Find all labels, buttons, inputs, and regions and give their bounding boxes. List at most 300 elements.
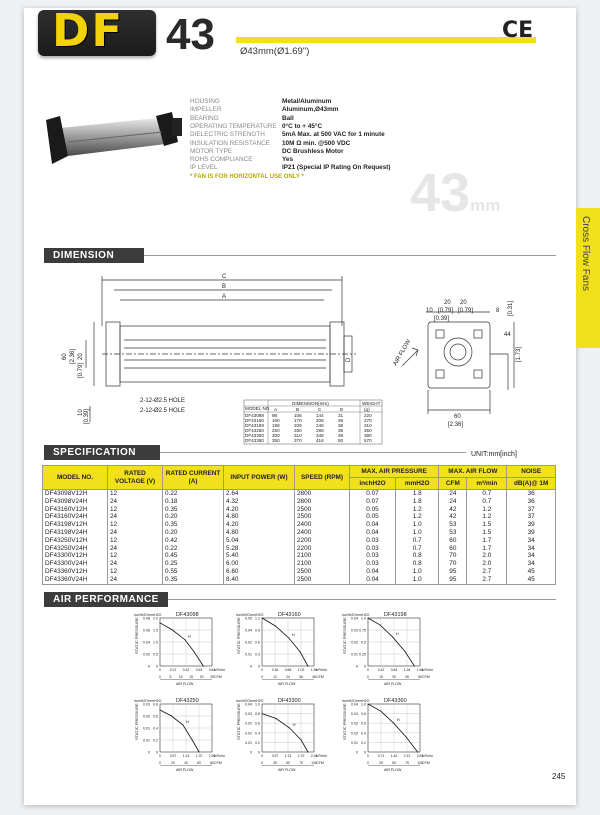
data-point — [301, 740, 302, 741]
dim-table-cell: 570 — [364, 438, 372, 443]
dim-table-col-c: C — [318, 407, 322, 412]
data-point — [368, 618, 369, 619]
dim-table-cell: 31 — [338, 413, 344, 418]
chart-title: DF43198 — [384, 612, 407, 618]
x2-tick-label: 15 — [189, 675, 194, 679]
y-tick-label: 0.9 — [255, 628, 260, 633]
x-unit-cfm: CFM — [214, 761, 222, 765]
dim-table-cell: 98 — [272, 413, 278, 418]
table-cell: 4.80 — [224, 513, 295, 521]
dim-label-r20ain: [0.79] — [438, 308, 454, 314]
y2-tick-label: 0 — [356, 750, 358, 755]
table-cell: 39 — [507, 529, 556, 537]
table-cell: 36 — [507, 490, 556, 498]
data-point — [406, 737, 407, 738]
spec-value: Metal/Aluminum — [282, 98, 332, 105]
data-point — [171, 716, 172, 717]
x2-tick-label: 0 — [261, 761, 263, 765]
hole-note-1: 2-12-Ø2.5 HOLE — [140, 398, 186, 404]
spec-label: BEARING — [190, 114, 219, 122]
x-tick-label: 0.21 — [169, 668, 177, 672]
table-cell: DF43360V24H — [43, 576, 108, 584]
data-point — [160, 622, 161, 623]
table-cell: 2200 — [295, 537, 350, 545]
page-number: 245 — [552, 772, 566, 781]
data-point — [160, 710, 161, 711]
data-point — [405, 651, 406, 652]
table-cell: 0.42 — [163, 537, 224, 545]
table-cell: 1.0 — [396, 521, 439, 529]
table-cell: 34 — [507, 545, 556, 553]
dim-label-r10in: [0.39] — [434, 316, 450, 322]
x-tick-label: 0.57 — [271, 754, 279, 758]
table-cell: 0.03 — [350, 560, 396, 568]
table-cell: 2.0 — [467, 552, 507, 560]
y-tick-label: 1.0 — [361, 702, 366, 707]
y2-tick-label: 0.04 — [351, 702, 358, 707]
x-tick-label: 1.68 — [416, 668, 424, 672]
x-tick-label: 1.36 — [310, 668, 318, 672]
table-row — [43, 521, 556, 529]
data-point — [414, 666, 415, 667]
y2-tick-label: 0.04 — [245, 702, 252, 707]
dim-table-cell: 170 — [294, 418, 302, 423]
x2-tick-label: 36 — [299, 675, 303, 679]
table-cell: DF43098V12H — [43, 490, 108, 498]
x-tick-label: 0 — [159, 668, 161, 672]
table-cell: 2200 — [295, 545, 350, 553]
table-cell: 2.64 — [224, 490, 295, 498]
data-point — [275, 718, 276, 719]
section-divider — [160, 452, 466, 453]
dim-label-r20b: 20 — [460, 300, 467, 306]
table-cell: 42 — [439, 506, 467, 514]
x2-tick-label: 15 — [379, 675, 383, 679]
table-cell: 12 — [108, 490, 163, 498]
chart-title: DF43360 — [384, 698, 407, 704]
x-unit-cfm: CFM — [316, 761, 324, 765]
y-tick-label: 0 — [258, 664, 260, 669]
chart-title: DF43160 — [278, 612, 301, 618]
x-tick-label: 0.63 — [195, 668, 203, 672]
dim-label-h60in: [2.36] — [70, 348, 76, 364]
y-unit-mm: mmH2O — [356, 699, 370, 703]
spec-value: 0°C to + 45°C — [282, 122, 323, 130]
x-unit-cfm: CFM — [422, 675, 430, 679]
x-tick-label: 0.57 — [169, 754, 177, 758]
dim-label-h10: 10 — [78, 409, 84, 416]
series-label: H — [395, 631, 399, 637]
section-header-specification: SPECIFICATION — [44, 445, 160, 460]
x2-tick-label: 60 — [197, 761, 201, 765]
dim-table-cell: DF43160 — [245, 418, 264, 423]
table-cell: 6.60 — [224, 568, 295, 576]
table-cell: 0.04 — [350, 521, 396, 529]
y2-tick-label: 0.04 — [351, 616, 358, 621]
y-unit-inch: inchH2O — [342, 613, 356, 617]
y-unit-mm: mmH2O — [250, 699, 264, 703]
ghost-size-unit: mm — [470, 196, 501, 215]
spec-label: ROHS COMPLIANCE — [190, 156, 253, 164]
x2-tick-label: 100 — [417, 761, 423, 765]
dim-table-cell: 350 — [272, 438, 280, 443]
table-cell: 1.7 — [467, 537, 507, 545]
table-cell: 1.5 — [467, 529, 507, 537]
x-tick-label: 1.02 — [297, 668, 305, 672]
dim-label-h20: 20 — [78, 353, 84, 360]
y-tick-label: 0 — [156, 664, 158, 669]
model-number: 43 — [166, 10, 215, 59]
table-cell: 2400 — [295, 521, 350, 529]
x2-tick-label: 0 — [367, 761, 369, 765]
data-point — [380, 711, 381, 712]
x-axis-label: AIR FLOW — [278, 682, 296, 686]
col-pressure: MAX. AIR PRESSURE — [350, 466, 439, 478]
table-cell: 53 — [439, 529, 467, 537]
airflow-label: AIR FLOW — [392, 338, 413, 367]
series-label: H — [396, 717, 400, 723]
y-unit-mm: mmH2O — [250, 613, 264, 617]
y-tick-label: 0 — [364, 750, 366, 755]
y-tick-label: 0.75 — [359, 628, 366, 633]
data-point — [308, 752, 309, 753]
table-cell: 0.03 — [350, 552, 396, 560]
dim-table-cell: 310 — [364, 423, 372, 428]
table-cell: 0.7 — [396, 537, 439, 545]
table-cell: 0.20 — [163, 529, 224, 537]
dim-table-weight-header: WEIGHT — [362, 401, 381, 406]
table-row — [43, 576, 556, 584]
y2-tick-label: 0.01 — [351, 740, 358, 745]
y-tick-label: 0.4 — [153, 726, 158, 731]
y2-tick-label: 0 — [356, 664, 358, 669]
y-tick-label: 0.25 — [359, 652, 366, 657]
spec-value: 10M Ω min. @500 VDC — [282, 139, 351, 147]
dim-table-cell: 38 — [338, 428, 344, 433]
table-cell: 0.20 — [163, 513, 224, 521]
x-unit-m3: m³/min — [316, 754, 327, 758]
table-cell: DF43250V12H — [43, 537, 108, 545]
table-cell: 2500 — [295, 568, 350, 576]
table-cell: 0.7 — [467, 490, 507, 498]
y2-tick-label: 0.08 — [143, 616, 150, 621]
table-cell: 5.28 — [224, 545, 295, 553]
dim-label-h60: 60 — [62, 353, 68, 360]
table-cell: DF43300V12H — [43, 552, 108, 560]
y-tick-label: 0.4 — [361, 731, 366, 736]
x-tick-label: 0.84 — [208, 668, 216, 672]
table-cell: 24 — [108, 576, 163, 584]
x2-tick-label: 5 — [169, 675, 172, 679]
table-cell: 1.2 — [396, 513, 439, 521]
series-label: H — [291, 632, 295, 637]
x-tick-label: 0.84 — [390, 668, 398, 672]
table-cell: 37 — [507, 506, 556, 514]
data-point — [203, 666, 204, 667]
table-cell: DF43300V24H — [43, 560, 108, 568]
x-unit-cfm: CFM — [316, 675, 324, 679]
dim-table-cell: 250 — [272, 428, 280, 433]
dim-label-r8in: [0.31] — [508, 300, 514, 316]
dim-label-d: D — [346, 357, 352, 362]
y-tick-label: 0.6 — [255, 640, 260, 645]
table-cell: 1.2 — [467, 506, 507, 514]
x2-tick-label: 0 — [367, 675, 369, 679]
table-cell: 2800 — [295, 490, 350, 498]
table-row — [43, 506, 556, 514]
table-cell: 42 — [439, 513, 467, 521]
hole-note-2: 2-12-Ø2.5 HOLE — [140, 408, 186, 414]
col-model: MODEL NO. — [43, 466, 108, 490]
table-cell: 1.2 — [467, 513, 507, 521]
x2-tick-label: 75 — [405, 761, 409, 765]
y-axis-label: STATIC PRESSURE — [134, 703, 139, 740]
y-tick-label: 0.4 — [255, 731, 260, 736]
table-cell: 12 — [108, 552, 163, 560]
table-cell: 0.45 — [163, 552, 224, 560]
col-noise-db: dB(A)@ 1M — [507, 478, 556, 490]
y-tick-label: 1.0 — [361, 616, 366, 621]
y-tick-label: 0.3 — [255, 652, 260, 657]
x-unit-m3: m³/min — [422, 754, 433, 758]
x2-tick-label: 100 — [311, 761, 317, 765]
table-cell: 0.03 — [350, 537, 396, 545]
y2-tick-label: 0 — [250, 664, 252, 669]
dim-label-r10: 10 — [426, 308, 433, 314]
table-cell: 0.8 — [396, 560, 439, 568]
data-point — [183, 725, 184, 726]
y2-tick-label: 0.03 — [351, 712, 358, 717]
dim-label-r44in: [1.73] — [516, 346, 522, 362]
series-label: H — [292, 722, 296, 727]
x2-tick-label: 80 — [210, 761, 214, 765]
data-point — [288, 638, 289, 639]
dim-label-r20bin: [0.79] — [458, 308, 474, 314]
table-cell: 39 — [507, 521, 556, 529]
table-cell: 4.80 — [224, 529, 295, 537]
spec-label: IP LEVEL — [190, 164, 218, 172]
table-cell: 2500 — [295, 576, 350, 584]
y-tick-label: 0.6 — [153, 714, 158, 719]
y2-tick-label: 0.02 — [245, 721, 252, 726]
y-unit-inch: inchH2O — [134, 613, 148, 617]
section-header-air-performance: AIR PERFORMANCE — [44, 592, 168, 607]
series-label: H — [187, 633, 191, 639]
table-cell: 8.40 — [224, 576, 295, 584]
unit-note: UNIT:mm[inch] — [471, 451, 517, 458]
dim-table-col-d: D — [340, 407, 344, 412]
table-cell: 0.04 — [350, 576, 396, 584]
table-cell: 4.20 — [224, 506, 295, 514]
x-tick-label: 2.83 — [416, 754, 424, 758]
col-power: INPUT POWER (W) — [224, 466, 295, 490]
ghost-size-number: 43 — [410, 163, 471, 223]
dim-label-r8: 8 — [496, 308, 500, 314]
dim-table-cell: DF43300 — [245, 433, 264, 438]
col-voltage: RATED VOLTAGE (V) — [108, 466, 163, 490]
table-cell: 0.07 — [350, 498, 396, 506]
x2-tick-label: 50 — [286, 761, 290, 765]
table-cell: 2100 — [295, 552, 350, 560]
x2-tick-label: 0 — [261, 675, 263, 679]
col-current: RATED CURRENT (A) — [163, 466, 224, 490]
y2-tick-label: 0 — [148, 664, 150, 669]
table-cell: 0.22 — [163, 490, 224, 498]
x-tick-label: 2.26 — [310, 754, 318, 758]
table-cell: 24 — [108, 498, 163, 506]
dim-table-col-model: MODEL NO. — [245, 406, 271, 411]
table-cell: 2400 — [295, 529, 350, 537]
x2-tick-label: 0 — [159, 761, 161, 765]
y2-tick-label: 0.02 — [351, 721, 358, 726]
table-cell: 2500 — [295, 506, 350, 514]
data-point — [199, 752, 200, 753]
section-divider — [144, 255, 556, 256]
series-line — [160, 623, 203, 666]
y-tick-label: 1.5 — [153, 628, 158, 633]
x-tick-label: 2.26 — [208, 754, 216, 758]
dimension-table — [244, 400, 382, 444]
table-cell: 1.8 — [396, 490, 439, 498]
x2-tick-label: 30 — [392, 675, 396, 679]
x-tick-label: 0.42 — [182, 668, 190, 672]
dim-table-cell: 36 — [338, 418, 344, 423]
table-cell: 0.7 — [396, 545, 439, 553]
x-unit-m3: m³/min — [316, 668, 327, 672]
table-cell: 24 — [108, 513, 163, 521]
y-tick-label: 0 — [258, 750, 260, 755]
series-label: H — [186, 719, 189, 724]
x2-tick-label: 24 — [286, 675, 290, 679]
data-point — [300, 652, 301, 653]
table-cell: 12 — [108, 521, 163, 529]
data-point — [368, 704, 369, 705]
dim-label-c: C — [222, 274, 227, 280]
table-cell: 34 — [507, 560, 556, 568]
chart-5 — [340, 696, 444, 780]
y-axis-label: STATIC PRESSURE — [342, 703, 347, 740]
table-cell: 53 — [439, 521, 467, 529]
data-point — [262, 713, 263, 714]
spec-value: IP21 (Special IP Rating On Request) — [282, 164, 391, 172]
y-tick-label: 0 — [156, 750, 158, 755]
table-cell: 6.00 — [224, 560, 295, 568]
y-tick-label: 0.2 — [361, 740, 366, 745]
dim-table-cell: 370 — [294, 438, 302, 443]
x-tick-label: 1.13 — [284, 754, 292, 758]
dim-table-col-b: B — [296, 407, 300, 412]
y-tick-label: 1.2 — [255, 616, 260, 621]
y2-tick-label: 0.02 — [143, 652, 150, 657]
y-tick-label: 0.2 — [153, 738, 158, 743]
y-axis-label: STATIC PRESSURE — [236, 703, 241, 740]
table-cell: 0.8 — [396, 552, 439, 560]
data-point — [262, 618, 263, 619]
spec-value: DC Brushless Motor — [282, 147, 344, 155]
table-cell: 4.32 — [224, 498, 295, 506]
section-header-dimension: DIMENSION — [44, 248, 144, 263]
table-row — [43, 529, 556, 537]
x-tick-label: 0 — [261, 754, 263, 758]
data-point — [380, 625, 381, 626]
y-axis-label: STATIC PRESSURE — [236, 617, 241, 654]
table-cell: 0.35 — [163, 506, 224, 514]
y-tick-label: 0.6 — [361, 721, 366, 726]
y-tick-label: 0.5 — [153, 652, 158, 657]
table-cell: 0.35 — [163, 521, 224, 529]
dimension-drawing — [42, 266, 556, 446]
chart-3 — [132, 696, 236, 780]
x2-tick-label: 50 — [392, 761, 396, 765]
y-unit-inch: inchH2O — [342, 699, 356, 703]
table-row — [43, 568, 556, 576]
data-point — [307, 666, 308, 667]
y2-tick-label: 0.05 — [245, 616, 252, 621]
y-unit-mm: mmH2O — [356, 613, 370, 617]
dim-table-cell: 106 — [294, 413, 302, 418]
col-airflow: MAX. AIR FLOW — [439, 466, 507, 478]
y-tick-label: 2.0 — [153, 616, 158, 621]
series-line — [368, 704, 418, 752]
dim-table-cell: DF43360 — [245, 438, 264, 443]
table-cell: 34 — [507, 537, 556, 545]
section-divider — [168, 599, 556, 600]
x2-tick-label: 75 — [299, 761, 303, 765]
x-tick-label: 2.12 — [403, 754, 411, 758]
y2-tick-label: 0 — [250, 750, 252, 755]
x-tick-label: 0.71 — [377, 754, 385, 758]
y2-tick-label: 0.03 — [351, 628, 358, 633]
y-tick-label: 0 — [364, 664, 366, 669]
table-cell: DF43360V12H — [43, 568, 108, 576]
table-cell: 1.0 — [396, 576, 439, 584]
spec-value: Yes — [282, 156, 294, 164]
table-cell: 2100 — [295, 560, 350, 568]
x-unit-cfm: CFM — [422, 761, 430, 765]
x-tick-label: 1.42 — [390, 754, 398, 758]
chart-title: DF43300 — [278, 698, 301, 704]
table-row — [43, 552, 556, 560]
col-speed: SPEED (RPM) — [295, 466, 350, 490]
table-row — [43, 513, 556, 521]
x2-tick-label: 20 — [171, 761, 175, 765]
y2-tick-label: 0.01 — [143, 726, 150, 731]
dim-table-cell: 260 — [294, 428, 302, 433]
col-pressure-mm: mmH2O — [396, 478, 439, 490]
series-line — [160, 710, 199, 752]
dim-table-cell: 160 — [272, 418, 280, 423]
table-cell: 0.07 — [350, 490, 396, 498]
x-tick-label: 0.42 — [377, 668, 385, 672]
y2-tick-label: 0.06 — [143, 628, 150, 633]
y2-tick-label: 0.02 — [351, 640, 358, 645]
table-cell: 70 — [439, 560, 467, 568]
table-cell: 0.05 — [350, 513, 396, 521]
data-point — [417, 752, 418, 753]
x-tick-label: 1.70 — [297, 754, 305, 758]
ghost-size-mark — [410, 162, 500, 224]
table-cell: 70 — [439, 552, 467, 560]
dim-table-cell: 310 — [294, 433, 302, 438]
table-cell: 5.40 — [224, 552, 295, 560]
table-cell: 0.55 — [163, 568, 224, 576]
table-cell: 24 — [108, 529, 163, 537]
table-cell: 0.18 — [163, 498, 224, 506]
dim-label-r44: 44 — [504, 332, 511, 338]
dim-table-group-header: DIMENSION(mm) — [292, 401, 329, 406]
y-tick-label: 0.6 — [255, 721, 260, 726]
x2-tick-label: 10 — [178, 675, 183, 679]
